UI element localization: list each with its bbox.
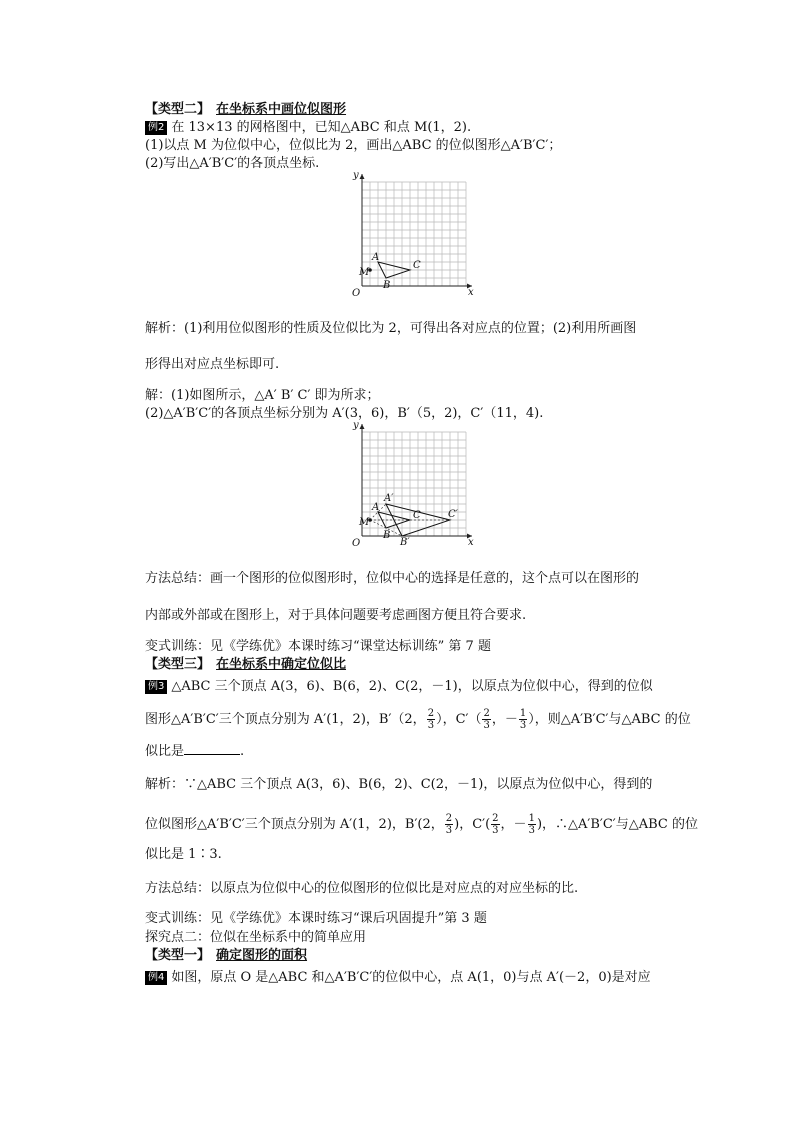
- label-c: C: [413, 510, 421, 521]
- example-tag: 例3: [145, 680, 167, 694]
- analysis3-line1: 解析：∵△ABC 三个顶点 A(3，6)、B(6，2)、C(2，－1)，以原点为位似中心，得到的: [145, 777, 653, 792]
- fraction: $\frac{2}{3}$: [483, 708, 490, 731]
- example2-line3: (2)写出△A′B′C′的各顶点坐标.: [145, 156, 320, 171]
- fraction: $\frac{2}{3}$: [492, 813, 499, 836]
- example3-line3: 似比是 .: [145, 744, 245, 759]
- summary3: 方法总结：以原点为位似中心的位似图形的位似比是对应点的对应坐标的比.: [145, 881, 579, 896]
- fraction: $\frac{1}{3}$: [519, 708, 527, 731]
- coordinate-figure-2: [346, 420, 476, 550]
- label-a: A: [372, 502, 380, 513]
- y-axis-arrow: [360, 424, 365, 429]
- origin-label: O: [352, 538, 361, 549]
- solution2-line2: (2)△A′B′C′的各顶点坐标分别为 A′(3，6)，B′（5，2)，C′（11，4).: [145, 406, 544, 421]
- label-a: A: [372, 252, 380, 263]
- axis-label-x: x: [468, 537, 474, 548]
- example-tag: 例4: [145, 971, 167, 985]
- fraction: $\frac{1}{3}$: [528, 813, 535, 836]
- label-m: M: [359, 267, 370, 278]
- summary2-line1: 方法总结：画一个图形的位似图形时，位似中心的选择是任意的，这个点可以在图形的: [145, 571, 640, 586]
- example2-line2: (1)以点 M 为位似中心，位似比为 2，画出△ABC 的位似图形△A′B′C′；: [145, 138, 562, 153]
- example-tag: 例2: [145, 121, 167, 135]
- origin-label: O: [352, 288, 361, 299]
- label-m: M: [359, 517, 370, 528]
- y-axis-arrow: [360, 174, 365, 179]
- fraction: $\frac{2}{3}$: [427, 708, 435, 731]
- section-type3-heading: 【类型三】 在坐标系中确定位似比: [145, 657, 347, 672]
- analysis2-line1: 解析：(1)利用位似图形的性质及位似比为 2，可得出各对应点的位置；(2)利用所画图: [145, 321, 637, 336]
- explore-point-2: 探究点二：位似在坐标系中的简单应用: [145, 930, 367, 945]
- axis-label-x: x: [468, 287, 474, 298]
- example3-line2: 图形△A′B′C′三个顶点分别为 A′(1，2)，B′（2， $\frac{2}{3}$ ），C′（ $\frac{2}{3}$ ，－ $\frac{1}{3}$ ），则△A′B′C′与△ABC 的位: [145, 708, 691, 731]
- section-type1-heading: 【类型一】 确定图形的面积: [145, 948, 308, 963]
- grid-figure-1: [346, 170, 476, 300]
- analysis3-line3: 似比是 1∶3.: [145, 847, 222, 862]
- label-a-prime: A′: [384, 493, 394, 504]
- solution2-line1: 解：(1)如图所示，△A′ B′ C′ 即为所求；: [145, 388, 380, 403]
- analysis3-line2: 位似图形△A′B′C′三个顶点分别为 A′(1，2)，B′(2， $\frac{2}{3}$ )，C′( $\frac{2}{3}$ ，－ $\frac{1}{3}$ )，∴△A′B′C′与△ABC 的位: [145, 813, 699, 836]
- coordinate-figure-1: [346, 170, 476, 300]
- analysis2-line2: 形得出对应点坐标即可.: [145, 357, 280, 372]
- label-b-prime: B′: [400, 537, 410, 548]
- example4-line1: 例4 如图，原点 O 是△ABC 和△A′B′C′的位似中心，点 A(1，0)与点 A′(－2，0)是对应: [145, 969, 651, 987]
- label-c: C: [413, 260, 421, 271]
- example3-line1: 例3 △ABC 三个顶点 A(3，6)、B(6，2)、C(2，－1)，以原点为位似中心，得到的位似: [145, 678, 653, 696]
- practice2: 变式训练：见《学练优》本课时练习“课堂达标训练” 第 7 题: [145, 639, 491, 654]
- label-b: B: [383, 530, 391, 541]
- grid-figure-2: [346, 420, 476, 550]
- section-type2-heading: 【类型二】 在坐标系中画位似图形: [145, 102, 347, 117]
- answer-blank[interactable]: [184, 742, 240, 755]
- example2-line1: 例2 在 13×13 的网格图中，已知△ABC 和点 M(1，2).: [145, 119, 471, 137]
- label-c-prime: C′: [448, 509, 458, 520]
- practice3: 变式训练：见《学练优》本课时练习“课后巩固提升”第 3 题: [145, 911, 487, 926]
- summary2-line2: 内部或外部或在图形上，对于具体问题要考虑画图方便且符合要求.: [145, 608, 527, 623]
- fraction: $\frac{2}{3}$: [445, 813, 453, 836]
- label-b: B: [383, 280, 391, 291]
- axis-label-y: y: [353, 420, 359, 431]
- axis-label-y: y: [353, 170, 359, 181]
